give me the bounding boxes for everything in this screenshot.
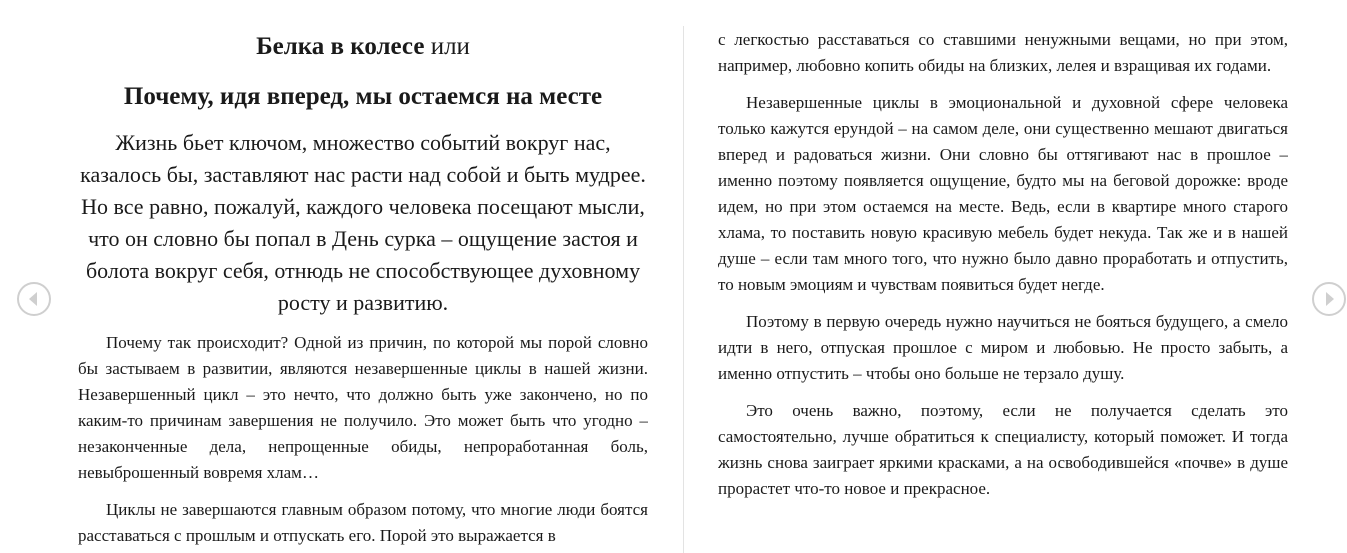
article-subtitle: Почему, идя вперед, мы остаемся на месте <box>123 83 603 110</box>
article-title-suffix: или <box>424 33 470 60</box>
body-paragraph: Почему так происходит? Одной из причин, по которой мы порой словно бы застываем в развитии, являются незавершенные циклы в нашей жизни. Незавершенный цикл – это нечто, что должно быть уже закончено, но по каким-то причинам завершения не получило. Это может быть что угодно – незаконченные дела, непрощенные обиды, непроработанная боль, невыброшенный вовремя хлам… <box>78 333 648 482</box>
article-title <box>78 31 648 63</box>
chevron-left-icon <box>19 284 49 314</box>
left-page <box>78 0 648 553</box>
right-page-body <box>718 27 1288 513</box>
previous-page-button[interactable] <box>17 282 51 316</box>
body-paragraph-continued: с легкостью расставаться со ставшими ненужными вещами, но при этом, например, любовно копить обиды на близких, лелея и взращивая их годами. <box>718 30 1288 75</box>
article-title-main: Белка в колесе <box>256 33 425 60</box>
chevron-right-icon <box>1314 284 1344 314</box>
lead-paragraph: Жизнь бьет ключом, множество событий вокруг нас, казалось бы, заставляют нас расти над собой и быть мудрее. Но все равно, пожалуй, каждого человека посещают мысли, что он словно бы попал в День сурка – ощущение застоя и болота вокруг себя, отнюдь не способствующее духовному росту и развитию. <box>80 130 646 315</box>
next-page-button[interactable] <box>1312 282 1346 316</box>
body-paragraph: Циклы не завершаются главным образом потому, что многие люди боятся расставаться с прошлым и отпускать его. Порой это выражается в <box>78 500 648 545</box>
body-paragraph: Поэтому в первую очередь нужно научиться не бояться будущего, а смело идти в него, отпуская прошлое с миром и любовью. Не просто забыть, а именно отпустить – чтобы оно больше не терзало душу. <box>718 312 1288 383</box>
page-divider <box>683 26 684 553</box>
left-page-body <box>78 330 648 553</box>
body-paragraph: Это очень важно, поэтому, если не получается сделать это самостоятельно, лучше обратиться к специалисту, который поможет. И тогда жизнь снова заиграет яркими красками, а на освободившейся «почве» в душе прорастет что-то новое и прекрасное. <box>718 401 1288 498</box>
body-paragraph: Незавершенные циклы в эмоциональной и духовной сфере человека только кажутся ерундой – на самом деле, они существенно мешают двигаться вперед и радоваться жизни. Они словно бы оттягивают нас в прошлое – именно поэтому появляется ощущение, будто мы на беговой дорожке: вроде идем, но при этом остаемся на месте. Ведь, если в квартире много старого хлама, то поставить новую красивую мебель будет некуда. Так же и в нашей душе – если там много того, что нужно было давно проработать и отпустить, то новым эмоциям и чувствам появиться будет негде. <box>718 93 1288 294</box>
right-page <box>718 0 1288 553</box>
